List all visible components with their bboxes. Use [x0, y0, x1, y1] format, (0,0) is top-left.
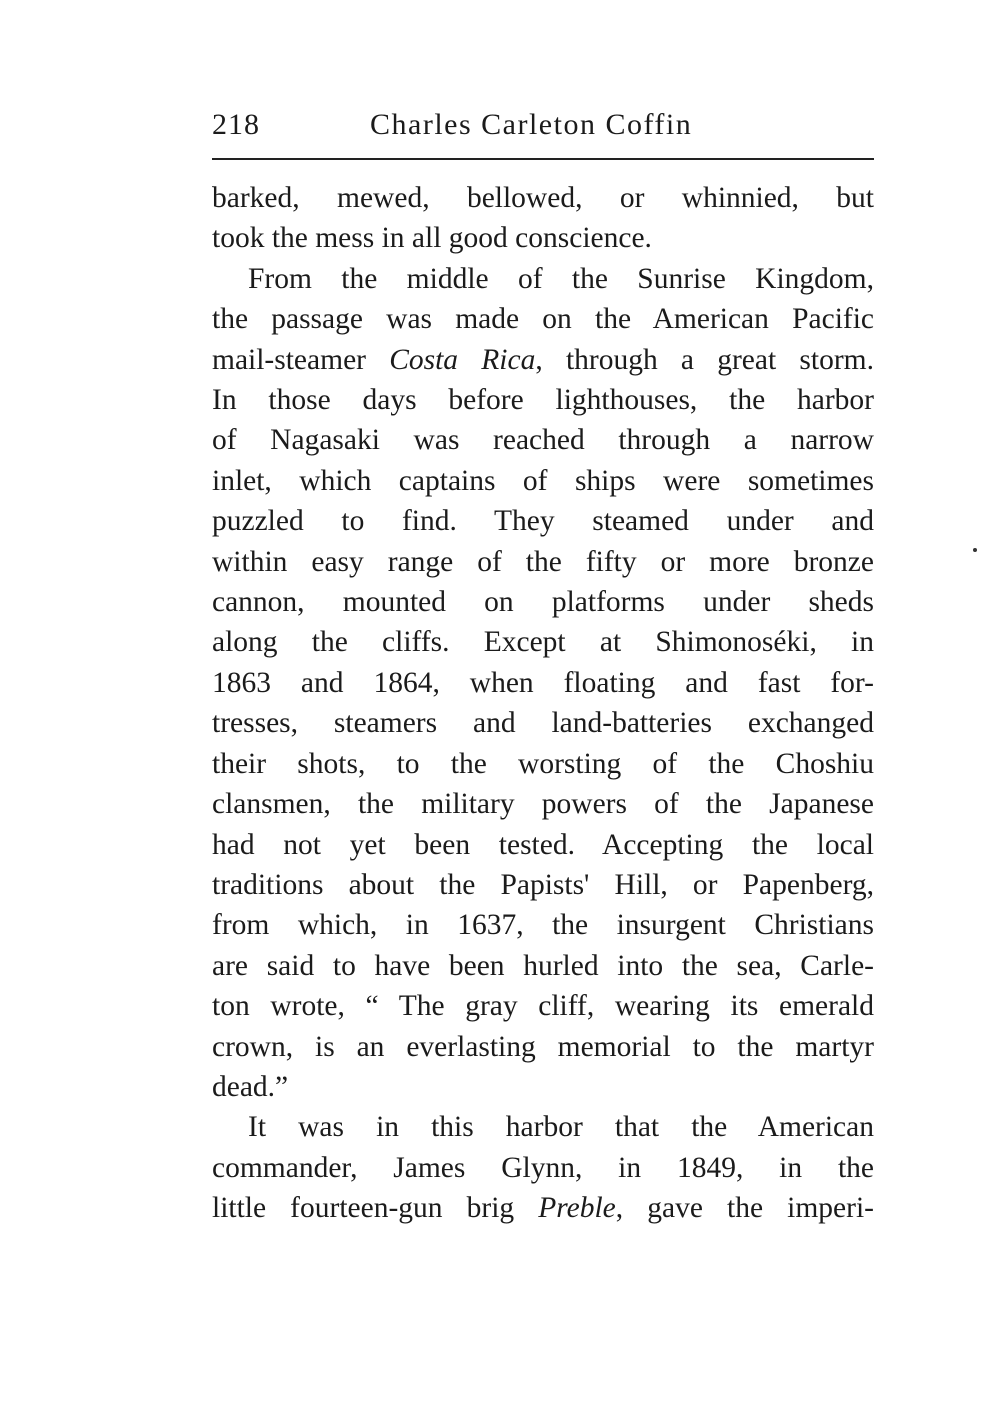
paragraph-2	[212, 259, 874, 1108]
text-line: had not yet been tested. Accepting the local	[212, 828, 874, 861]
body-text	[212, 178, 874, 1229]
text-line: commander, James Glynn, in 1849, in the	[212, 1151, 874, 1184]
text-fragment: , through a great storm.	[535, 343, 874, 376]
running-title: Charles Carleton Coffin	[370, 108, 693, 141]
text-line: of Nagasaki was reached through a narrow	[212, 424, 874, 457]
text-line: along the cliffs. Except at Shimonoséki, in	[212, 626, 874, 659]
text-line: It was in this harbor that the American	[248, 1111, 874, 1144]
text-line: puzzled to find. They steamed under and	[212, 505, 874, 538]
ink-speck	[973, 548, 977, 552]
text-line: In those days before lighthouses, the harbor	[212, 384, 874, 417]
text-line: dead.”	[212, 1070, 289, 1103]
text-fragment: , gave the imperi-	[615, 1192, 874, 1225]
text-fragment: little fourteen-gun brig	[212, 1192, 539, 1225]
text-line: clansmen, the military powers of the Japanese	[212, 788, 874, 821]
header-rule	[212, 158, 874, 160]
text-line: inlet, which captains of ships were sometimes	[212, 464, 874, 497]
text-line: within easy range of the fifty or more bronze	[212, 545, 874, 578]
text-line: from which, in 1637, the insurgent Christians	[212, 909, 874, 942]
text-line: barked, mewed, bellowed, or whinnied, but	[212, 182, 874, 214]
text-line-with-italic	[212, 1188, 874, 1228]
page-number: 218	[212, 108, 260, 141]
text-line: tresses, steamers and land-batteries exchanged	[212, 707, 874, 740]
text-line: the passage was made on the American Pacific	[212, 303, 874, 336]
text-line: took the mess in all good conscience.	[212, 222, 652, 255]
paragraph-1	[212, 178, 874, 259]
text-line: crown, is an everlasting memorial to the martyr	[212, 1030, 874, 1063]
text-line: 1863 and 1864, when floating and fast for-	[212, 666, 874, 699]
text-line: ton wrote, “ The gray cliff, wearing its emerald	[212, 990, 874, 1023]
text-line-with-italic	[212, 340, 874, 380]
paragraph-3	[212, 1107, 874, 1228]
text-line: are said to have been hurled into the sea, Carle-	[212, 949, 874, 982]
text-line: cannon, mounted on platforms under sheds	[212, 586, 874, 619]
ship-name-italic: Costa Rica	[389, 343, 536, 376]
text-line: traditions about the Papists' Hill, or Papenberg,	[212, 868, 874, 901]
book-page	[212, 108, 874, 1229]
running-head	[212, 108, 874, 152]
text-line: their shots, to the worsting of the Choshiu	[212, 747, 874, 780]
text-line: From the middle of the Sunrise Kingdom,	[248, 262, 874, 295]
text-fragment: mail-steamer	[212, 343, 390, 376]
ship-name-italic: Preble	[538, 1192, 616, 1225]
